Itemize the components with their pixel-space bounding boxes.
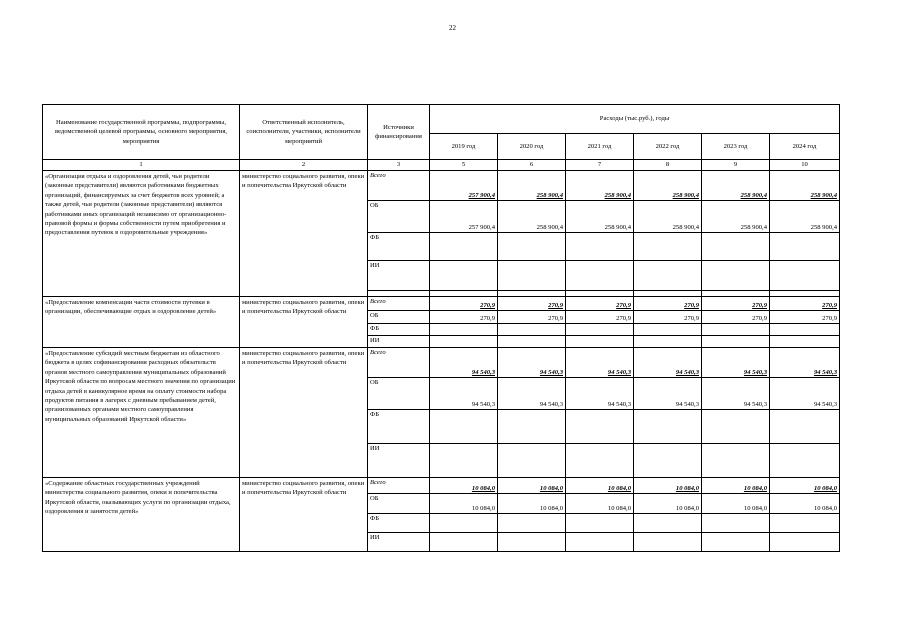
header-year: 2020 год: [498, 134, 566, 160]
empty-cell: [430, 444, 498, 478]
empty-cell: [634, 410, 702, 444]
measure-name: «Организация отдыха и оздоровления детей, чьи родители (законные представители) являются работниками бюджетных организаций, финансируемых за счет бюджетов всех уровней; а также детей, чьи родители (законные представители) являются работниками иных организаций независимо от организационно-правовой формы и формы собственности путем приобретения и предоставления путевок в оздоровительные учреждения»: [43, 171, 240, 297]
empty-cell: [702, 336, 770, 348]
ob-value: 10 084,0: [770, 494, 840, 514]
column-number: 10: [770, 160, 840, 171]
ob-value: 10 084,0: [430, 494, 498, 514]
measure-executor: министерство социального развития, опеки и попечительства Иркутской области: [240, 348, 368, 478]
ob-value: 94 540,3: [566, 378, 634, 410]
measure-executor: министерство социального развития, опеки и попечительства Иркутской области: [240, 171, 368, 297]
total-value: 94 540,3: [770, 348, 840, 378]
measure-name: «Предоставление субсидий местным бюджетам из областного бюджета в целях софинансирования расходных обязательств органов местного самоуправления муниципальных образований Иркутской области по вопросам местного значения по организации отдыха детей в каникулярное время на оплату стоимости набора продуктов питания в лагерях с дневным пребыванием детей, организованных органами местного самоуправления муниципальных образований Иркутской области»: [43, 348, 240, 478]
total-value: 270,9: [566, 297, 634, 311]
ob-value: 270,9: [566, 311, 634, 324]
empty-cell: [430, 514, 498, 533]
total-value: 270,9: [770, 297, 840, 311]
empty-cell: [634, 261, 702, 291]
empty-cell: [770, 233, 840, 261]
empty-cell: [498, 514, 566, 533]
empty-cell: [770, 261, 840, 291]
source-label: ОБ: [368, 311, 430, 324]
total-value: 257 900,4: [430, 171, 498, 201]
measure-name: «Предоставление компенсации части стоимости путевки в организации, обеспечивающие отдых и оздоровление детей»: [43, 297, 240, 348]
header-row: [43, 105, 840, 134]
empty-cell: [770, 533, 840, 552]
column-number: 5: [430, 160, 498, 171]
empty-cell: [566, 233, 634, 261]
empty-cell: [770, 324, 840, 336]
empty-cell: [430, 533, 498, 552]
empty-cell: [702, 533, 770, 552]
empty-cell: [634, 233, 702, 261]
ob-value: 10 084,0: [566, 494, 634, 514]
total-value: 10 084,0: [498, 478, 566, 494]
empty-cell: [430, 233, 498, 261]
ob-value: 270,9: [770, 311, 840, 324]
total-value: 94 540,3: [430, 348, 498, 378]
source-label: Всего: [368, 348, 430, 378]
budget-table: [42, 104, 840, 552]
total-value: 258 900,4: [634, 171, 702, 201]
table-row: [43, 171, 840, 201]
empty-cell: [430, 336, 498, 348]
ob-value: 94 540,3: [498, 378, 566, 410]
header-year: 2019 год: [430, 134, 498, 160]
table-row: [43, 348, 840, 378]
source-label: ОБ: [368, 494, 430, 514]
empty-cell: [498, 324, 566, 336]
empty-cell: [498, 336, 566, 348]
empty-cell: [430, 261, 498, 291]
header-name: Наименование государственной программы, подпрограммы, ведомственной целевой программы, основного мероприятия, мероприятия: [43, 105, 240, 160]
empty-cell: [770, 444, 840, 478]
source-label: ОБ: [368, 201, 430, 233]
empty-cell: [566, 514, 634, 533]
empty-cell: [566, 533, 634, 552]
header-sources: Источники финансирования: [368, 105, 430, 160]
empty-cell: [566, 444, 634, 478]
ob-value: 94 540,3: [770, 378, 840, 410]
source-label: ФБ: [368, 410, 430, 444]
page-number: 22: [449, 24, 456, 32]
empty-cell: [430, 410, 498, 444]
ob-value: 258 900,4: [498, 201, 566, 233]
empty-cell: [566, 336, 634, 348]
column-numbers-row: [43, 160, 840, 171]
source-label: ИИ: [368, 533, 430, 552]
source-label: ФБ: [368, 324, 430, 336]
source-label: ФБ: [368, 514, 430, 533]
ob-value: 258 900,4: [634, 201, 702, 233]
empty-cell: [702, 324, 770, 336]
total-value: 258 900,4: [702, 171, 770, 201]
total-value: 270,9: [634, 297, 702, 311]
empty-cell: [566, 261, 634, 291]
column-number: 2: [240, 160, 368, 171]
empty-cell: [566, 410, 634, 444]
column-number: 9: [702, 160, 770, 171]
source-label: ИИ: [368, 261, 430, 291]
column-number: 6: [498, 160, 566, 171]
ob-value: 270,9: [634, 311, 702, 324]
source-label: Всего: [368, 171, 430, 201]
empty-cell: [702, 514, 770, 533]
measure-executor: министерство социального развития, опеки и попечительства Иркутской области: [240, 297, 368, 348]
ob-value: 258 900,4: [770, 201, 840, 233]
ob-value: 94 540,3: [634, 378, 702, 410]
empty-cell: [702, 233, 770, 261]
empty-cell: [770, 410, 840, 444]
column-number: 8: [634, 160, 702, 171]
empty-cell: [634, 324, 702, 336]
total-value: 10 084,0: [566, 478, 634, 494]
measure-executor: министерство социального развития, опеки и попечительства Иркутской области: [240, 478, 368, 552]
total-value: 94 540,3: [498, 348, 566, 378]
source-label: Всего: [368, 297, 430, 311]
empty-cell: [498, 533, 566, 552]
header-expenses: Расходы (тыс.руб.), годы: [430, 105, 840, 134]
empty-cell: [498, 261, 566, 291]
table-row: [43, 478, 840, 494]
column-number: 1: [43, 160, 240, 171]
total-value: 10 084,0: [770, 478, 840, 494]
empty-cell: [770, 336, 840, 348]
empty-cell: [702, 410, 770, 444]
empty-cell: [566, 324, 634, 336]
ob-value: 270,9: [430, 311, 498, 324]
ob-value: 10 084,0: [498, 494, 566, 514]
total-value: 270,9: [498, 297, 566, 311]
source-label: Всего: [368, 478, 430, 494]
header-year: 2023 год: [702, 134, 770, 160]
source-label: ИИ: [368, 336, 430, 348]
column-number: 3: [368, 160, 430, 171]
total-value: 270,9: [430, 297, 498, 311]
empty-cell: [430, 324, 498, 336]
header-executor: Ответственный исполнитель, соисполнители, участники, исполнители мероприятий: [240, 105, 368, 160]
column-number: 7: [566, 160, 634, 171]
ob-value: 94 540,3: [430, 378, 498, 410]
source-label: ОБ: [368, 378, 430, 410]
table-row: [43, 297, 840, 311]
total-value: 258 900,4: [498, 171, 566, 201]
empty-cell: [634, 336, 702, 348]
total-value: 10 084,0: [702, 478, 770, 494]
empty-cell: [634, 444, 702, 478]
empty-cell: [498, 410, 566, 444]
empty-cell: [634, 514, 702, 533]
ob-value: 258 900,4: [702, 201, 770, 233]
ob-value: 10 084,0: [702, 494, 770, 514]
measure-name: «Содержание областных государственных учреждений министерства социального развития, опеки и попечительства Иркутской области, оказывающих услуги по организации отдыха, оздоровления и занятости детей»: [43, 478, 240, 552]
empty-cell: [634, 533, 702, 552]
empty-cell: [702, 261, 770, 291]
ob-value: 270,9: [702, 311, 770, 324]
total-value: 94 540,3: [566, 348, 634, 378]
total-value: 258 900,4: [566, 171, 634, 201]
total-value: 94 540,3: [702, 348, 770, 378]
ob-value: 94 540,3: [702, 378, 770, 410]
total-value: 270,9: [702, 297, 770, 311]
total-value: 94 540,3: [634, 348, 702, 378]
header-year: 2022 год: [634, 134, 702, 160]
source-label: ИИ: [368, 444, 430, 478]
total-value: 10 084,0: [634, 478, 702, 494]
total-value: 10 084,0: [430, 478, 498, 494]
total-value: 258 900,4: [770, 171, 840, 201]
empty-cell: [498, 444, 566, 478]
header-year: 2021 год: [566, 134, 634, 160]
ob-value: 258 900,4: [566, 201, 634, 233]
empty-cell: [498, 233, 566, 261]
ob-value: 270,9: [498, 311, 566, 324]
empty-cell: [770, 514, 840, 533]
ob-value: 10 084,0: [634, 494, 702, 514]
ob-value: 257 900,4: [430, 201, 498, 233]
header-year: 2024 год: [770, 134, 840, 160]
empty-cell: [702, 444, 770, 478]
source-label: ФБ: [368, 233, 430, 261]
